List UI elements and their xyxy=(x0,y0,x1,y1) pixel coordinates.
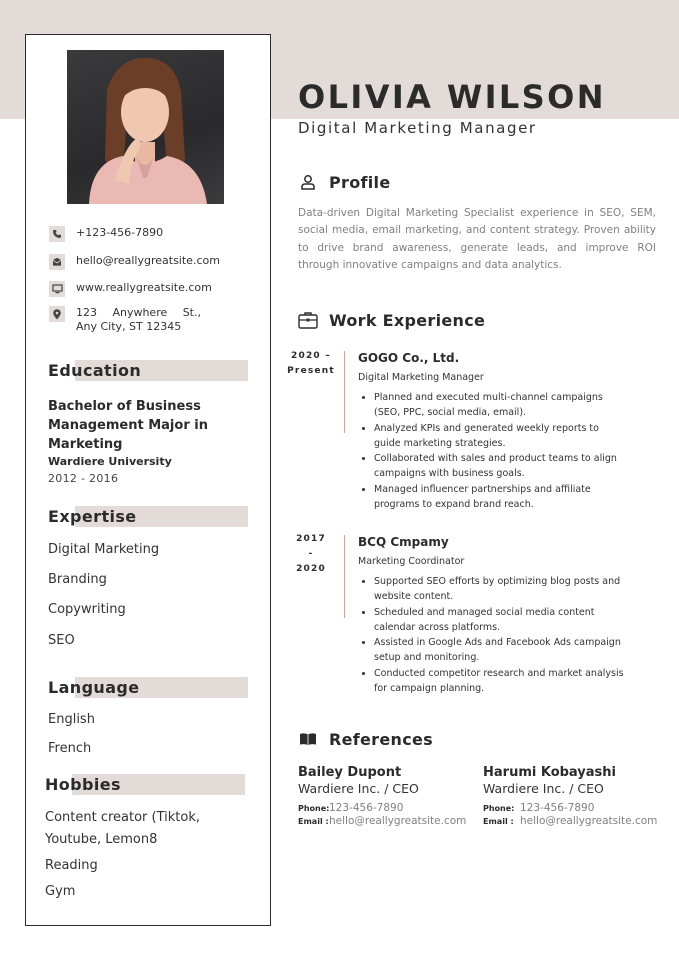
job-company: GOGO Co., Ltd. xyxy=(358,351,460,365)
hobby-item: Content creator (Tiktok, Youtube, Lemon8 xyxy=(45,810,200,847)
email-label: Email : xyxy=(483,817,514,826)
candidate-role: Digital Marketing Manager xyxy=(298,119,537,137)
location-pin-icon xyxy=(49,306,65,322)
job-bullet: Conducted competitor research and market analysis for campaign planning. xyxy=(358,666,628,697)
job-bullet: Managed influencer partnerships and affiliate programs to expand brand reach. xyxy=(358,482,628,513)
language-item: French xyxy=(48,741,92,756)
hobby-item: Gym xyxy=(45,884,76,899)
job-bullet: Assisted in Google Ads and Facebook Ads campaign setup and monitoring. xyxy=(358,635,628,666)
profile-text: Data-driven Digital Marketing Specialist experience in SEO, SEM, social media, email marketing, and content strategy. Proven ability to drive brand awareness, generate leads, and improve ROI through innovative campaigns and data analytics. xyxy=(298,207,656,271)
contact-phone xyxy=(49,226,259,242)
job-bullets xyxy=(358,390,628,512)
reference-company: Wardiere Inc. / CEO xyxy=(298,781,419,796)
education-university: Wardiere University xyxy=(48,455,172,468)
book-icon xyxy=(298,729,318,749)
reference-card xyxy=(483,765,673,827)
reference-company: Wardiere Inc. / CEO xyxy=(483,781,604,796)
reference-phone: 123-456-7890 xyxy=(329,802,404,814)
phone-icon xyxy=(49,226,65,242)
job-bullet: Supported SEO efforts by optimizing blog posts and website content. xyxy=(358,574,628,605)
timeline-line xyxy=(344,535,345,618)
monitor-icon xyxy=(49,281,65,297)
expertise-item: SEO xyxy=(48,633,75,648)
candidate-name: OLIVIA WILSON xyxy=(298,78,606,116)
contact-email xyxy=(49,254,259,270)
phone-label: Phone: xyxy=(298,804,330,813)
timeline-line xyxy=(344,351,345,433)
phone-label: Phone: xyxy=(483,804,515,813)
references-heading: References xyxy=(298,729,433,749)
website-text[interactable]: www.reallygreatsite.com xyxy=(76,281,212,294)
education-degree: Bachelor of Business Management Major in Marketing xyxy=(48,399,208,452)
profile-photo xyxy=(67,50,224,204)
contact-website xyxy=(49,281,259,297)
email-text[interactable]: hello@reallygreatsite.com xyxy=(76,254,220,267)
work-heading: Work Experience xyxy=(298,310,485,330)
reference-email[interactable]: hello@reallygreatsite.com xyxy=(329,815,467,827)
job-company: BCQ Cmpamy xyxy=(358,535,449,549)
job-position: Marketing Coordinator xyxy=(358,556,465,567)
education-heading: Education xyxy=(48,360,248,381)
job-date: 2017 - 2020 xyxy=(296,534,326,574)
reference-phone: 123-456-7890 xyxy=(520,802,595,814)
language-item: English xyxy=(48,712,95,727)
reference-name: Bailey Dupont xyxy=(298,765,402,780)
expertise-item: Branding xyxy=(48,572,107,587)
reference-name: Harumi Kobayashi xyxy=(483,765,616,780)
phone-text: +123-456-7890 xyxy=(76,226,164,239)
job-date: 2020 – Present xyxy=(287,351,335,376)
briefcase-icon xyxy=(298,310,318,330)
envelope-icon xyxy=(49,254,65,270)
hobby-item: Reading xyxy=(45,858,98,873)
address-text: 123 Anywhere St., Any City, ST 12345 xyxy=(76,306,201,333)
email-label: Email : xyxy=(298,817,329,826)
job-bullet: Analyzed KPIs and generated weekly reports to guide marketing strategies. xyxy=(358,421,628,452)
contact-address xyxy=(49,306,259,334)
expertise-heading: Expertise xyxy=(48,506,248,527)
reference-email[interactable]: hello@reallygreatsite.com xyxy=(520,815,658,827)
expertise-item: Copywriting xyxy=(48,602,126,617)
job-position: Digital Marketing Manager xyxy=(358,372,484,383)
sidebar xyxy=(25,34,271,926)
job-bullet: Planned and executed multi-channel campaigns (SEO, PPC, social media, email). xyxy=(358,390,628,421)
expertise-item: Digital Marketing xyxy=(48,542,160,557)
hobbies-heading: Hobbies xyxy=(45,774,245,795)
job-bullets xyxy=(358,574,628,696)
profile-heading: Profile xyxy=(298,172,391,192)
language-heading: Language xyxy=(48,677,248,698)
job-bullet: Scheduled and managed social media content calendar across platforms. xyxy=(358,605,628,636)
person-icon xyxy=(298,172,318,192)
education-years: 2012 - 2016 xyxy=(48,472,119,485)
job-bullet: Collaborated with sales and product teams to align campaigns with business goals. xyxy=(358,451,628,482)
reference-card xyxy=(298,765,488,827)
